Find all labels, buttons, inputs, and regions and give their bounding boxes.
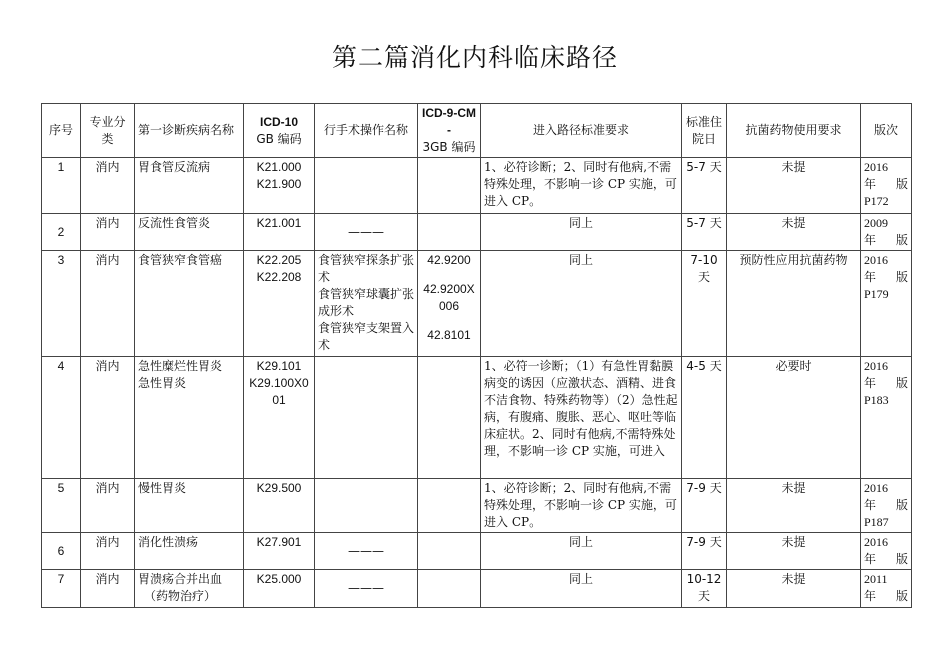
- table-row: [42, 533, 912, 570]
- diagnosis-cell: [135, 158, 244, 214]
- icd9-cell: [418, 479, 481, 533]
- diagnosis-name: （药物治疗）: [144, 589, 217, 603]
- days-cell: [682, 479, 727, 533]
- diagnosis-name: 消化性溃疡: [138, 535, 199, 549]
- header-icd9-bottom: 3GB 编码: [422, 140, 476, 154]
- antibiotic-cell: [727, 570, 861, 608]
- seq-cell: [42, 214, 81, 251]
- procedure-cell: [315, 214, 418, 251]
- diagnosis-cell: [135, 214, 244, 251]
- clinical-pathway-table: [41, 103, 912, 608]
- antibiotic-requirement: 未提: [781, 572, 806, 586]
- version-line: 2016: [864, 535, 888, 549]
- category-label: 消内: [95, 160, 120, 174]
- antibiotic-requirement: 未提: [781, 216, 806, 230]
- procedure-dash: ———: [348, 543, 384, 558]
- seq-cell: [42, 570, 81, 608]
- icd10-cell: [244, 479, 315, 533]
- version-line: 2009: [864, 216, 888, 230]
- days-cell: [682, 357, 727, 479]
- stay-days: 5-7 天: [686, 216, 722, 230]
- category-label: 消内: [95, 481, 120, 495]
- standard-cell: [481, 214, 682, 251]
- version-line: 2016: [864, 359, 888, 373]
- page-title: 第二篇消化内科临床路径: [331, 43, 618, 72]
- table-row: [42, 214, 912, 251]
- header-icd10-top: ICD-10: [259, 114, 298, 129]
- days-cell: [682, 533, 727, 570]
- stay-days: 7-9 天: [686, 481, 722, 495]
- header-icd9-top: ICD-9-CM-: [422, 106, 476, 137]
- icd10-cell: [244, 570, 315, 608]
- header-icd9: [418, 104, 481, 158]
- standard-text: 同上: [568, 535, 593, 549]
- category-label: 消内: [95, 572, 120, 586]
- standard-cell: [481, 357, 682, 479]
- category-cell: [81, 533, 135, 570]
- category-cell: [81, 251, 135, 357]
- antibiotic-cell: [727, 533, 861, 570]
- seq-number: 6: [57, 543, 65, 558]
- category-label: 消内: [95, 535, 120, 549]
- standard-cell: [481, 570, 682, 608]
- diagnosis-name: 食管狭窄食管癌: [138, 253, 223, 267]
- antibiotic-requirement: 未提: [781, 535, 806, 549]
- antibiotic-cell: [727, 158, 861, 214]
- version-cell: [861, 357, 912, 479]
- version-line: 年 版: [864, 498, 908, 512]
- procedure-cell: [315, 158, 418, 214]
- version-cell: [861, 214, 912, 251]
- seq-number: 1: [57, 160, 65, 174]
- seq-cell: [42, 357, 81, 479]
- standard-cell: [481, 251, 682, 357]
- header-icd10-bottom: GB 编码: [256, 131, 302, 146]
- procedure-dash: ———: [348, 581, 384, 595]
- stay-days: 4-5 天: [686, 359, 722, 373]
- category-label: 消内: [95, 253, 120, 267]
- seq-number: 7: [57, 572, 65, 586]
- diagnosis-cell: [135, 357, 244, 479]
- icd10-code: K22.205: [256, 253, 302, 267]
- header-diagnosis: 第一诊断疾病名称: [135, 104, 244, 158]
- icd9-code: 42.8101: [427, 328, 471, 342]
- version-line: 年 版: [864, 552, 908, 566]
- days-cell: [682, 214, 727, 251]
- version-line: 2016: [864, 481, 888, 495]
- icd10-code: K27.901: [256, 535, 302, 549]
- icd10-code: K22.208: [256, 270, 302, 284]
- version-line: 年 版: [864, 233, 908, 247]
- version-cell: [861, 479, 912, 533]
- diagnosis-name: 胃溃疡合并出血: [138, 572, 223, 586]
- stay-days: 10-12 天: [686, 572, 722, 603]
- procedure-cell: [315, 570, 418, 608]
- header-seq: 序号: [42, 104, 81, 158]
- diagnosis-cell: [135, 570, 244, 608]
- category-label: 消内: [95, 359, 120, 373]
- category-cell: [81, 158, 135, 214]
- procedure-cell: [315, 251, 418, 357]
- days-cell: [682, 251, 727, 357]
- antibiotic-cell: [727, 251, 861, 357]
- version-line: 年 版: [864, 376, 908, 390]
- icd9-cell: [418, 251, 481, 357]
- seq-cell: [42, 158, 81, 214]
- icd10-code: K21.000: [256, 160, 302, 174]
- table-row: [42, 158, 912, 214]
- seq-cell: [42, 479, 81, 533]
- diagnosis-name: 慢性胃炎: [138, 481, 187, 495]
- version-line: P187: [864, 515, 889, 529]
- icd9-cell: [418, 214, 481, 251]
- icd9-cell: [418, 158, 481, 214]
- version-cell: [861, 533, 912, 570]
- icd9-cell: [418, 570, 481, 608]
- antibiotic-cell: [727, 357, 861, 479]
- standard-cell: [481, 479, 682, 533]
- diagnosis-cell: [135, 479, 244, 533]
- seq-cell: [42, 533, 81, 570]
- standard-text: 1、必符诊断；2、同时有他病,不需特殊处理，不影响一诊 CP 实施，可进入 CP。: [484, 160, 677, 208]
- category-cell: [81, 357, 135, 479]
- antibiotic-cell: [727, 214, 861, 251]
- version-line: P179: [864, 287, 889, 301]
- version-line: 2011: [864, 572, 888, 586]
- seq-number: 5: [57, 481, 65, 495]
- category-cell: [81, 214, 135, 251]
- procedure-cell: [315, 479, 418, 533]
- stay-days: 7-10 天: [690, 253, 718, 284]
- seq-cell: [42, 251, 81, 357]
- version-line: 年 版: [864, 589, 908, 603]
- icd10-code: K25.000: [256, 572, 302, 586]
- icd9-cell: [418, 357, 481, 479]
- procedure-cell: [315, 357, 418, 479]
- icd9-cell: [418, 533, 481, 570]
- antibiotic-cell: [727, 479, 861, 533]
- icd10-cell: [244, 251, 315, 357]
- antibiotic-requirement: 未提: [781, 160, 806, 174]
- diagnosis-name: 反流性食管炎: [138, 216, 211, 230]
- seq-number: 3: [57, 253, 65, 267]
- table-row: [42, 357, 912, 479]
- header-procedure: 行手术操作名称: [315, 104, 418, 158]
- icd10-code: K21.001: [256, 216, 302, 230]
- icd10-code: K21.900: [256, 177, 302, 191]
- standard-text: 同上: [568, 253, 593, 267]
- stay-days: 7-9 天: [686, 535, 722, 549]
- icd10-code: K29.101: [256, 359, 302, 373]
- version-line: 年 版: [864, 177, 908, 191]
- antibiotic-requirement: 必要时: [775, 359, 812, 373]
- icd10-cell: [244, 214, 315, 251]
- seq-number: 4: [57, 359, 65, 373]
- icd9-code: 42.9200X006: [423, 282, 475, 313]
- header-antibiotic: 抗菌药物使用要求: [727, 104, 861, 158]
- days-cell: [682, 158, 727, 214]
- version-line: 2016: [864, 160, 888, 174]
- icd10-cell: [244, 533, 315, 570]
- procedure-name: 食管狭窄探条扩张术: [318, 253, 415, 284]
- standard-text: 同上: [568, 572, 593, 586]
- header-category: 专业分类: [81, 104, 135, 158]
- version-line: P172: [864, 194, 889, 208]
- stay-days: 5-7 天: [686, 160, 722, 174]
- category-cell: [81, 570, 135, 608]
- version-line: P183: [864, 393, 889, 407]
- header-days: 标准住院日: [682, 104, 727, 158]
- diagnosis-cell: [135, 533, 244, 570]
- header-icd10: [244, 104, 315, 158]
- version-cell: [861, 251, 912, 357]
- antibiotic-requirement: 未提: [781, 481, 806, 495]
- table-row: [42, 251, 912, 357]
- icd10-code: K29.100X001: [249, 376, 309, 407]
- diagnosis-name: 急性糜烂性胃炎: [138, 359, 223, 373]
- antibiotic-requirement: 预防性应用抗菌药物: [739, 253, 848, 267]
- version-cell: [861, 158, 912, 214]
- version-cell: [861, 570, 912, 608]
- category-label: 消内: [95, 216, 120, 230]
- days-cell: [682, 570, 727, 608]
- header-standard: 进入路径标准要求: [481, 104, 682, 158]
- procedure-cell: [315, 533, 418, 570]
- icd10-code: K29.500: [256, 481, 302, 495]
- icd10-cell: [244, 357, 315, 479]
- header-version: 版次: [861, 104, 912, 158]
- diagnosis-name: 急性胃炎: [138, 376, 187, 390]
- table-row: [42, 479, 912, 533]
- procedure-dash: ———: [348, 224, 384, 239]
- table-row: [42, 570, 912, 608]
- category-cell: [81, 479, 135, 533]
- standard-cell: [481, 533, 682, 570]
- diagnosis-cell: [135, 251, 244, 357]
- icd10-cell: [244, 158, 315, 214]
- standard-text: 1、必符诊断；2、同时有他病,不需特殊处理，不影响一诊 CP 实施，可进入 CP。: [484, 481, 677, 529]
- seq-number: 2: [57, 224, 65, 239]
- standard-text: 1、必符一诊断；（1）有急性胃黏膜病变的诱因（应激状态、酒精、进食不洁食物、特殊药物等）（2）急性起病，有腹痛、腹胀、恶心、呕吐等临床症状。2、同时有他病,不需特殊处理，不影响一诊 CP 实施，可进入: [484, 359, 678, 458]
- icd9-code: 42.9200: [427, 253, 471, 267]
- procedure-name: 食管狭窄球囊扩张成形术: [318, 287, 415, 318]
- procedure-name: 食管狭窄支架置入术: [318, 321, 415, 352]
- version-line: 年 版: [864, 270, 908, 284]
- version-line: 2016: [864, 253, 888, 267]
- standard-cell: [481, 158, 682, 214]
- standard-text: 同上: [568, 216, 593, 230]
- diagnosis-name: 胃食管反流病: [138, 160, 211, 174]
- header-row: [42, 104, 912, 158]
